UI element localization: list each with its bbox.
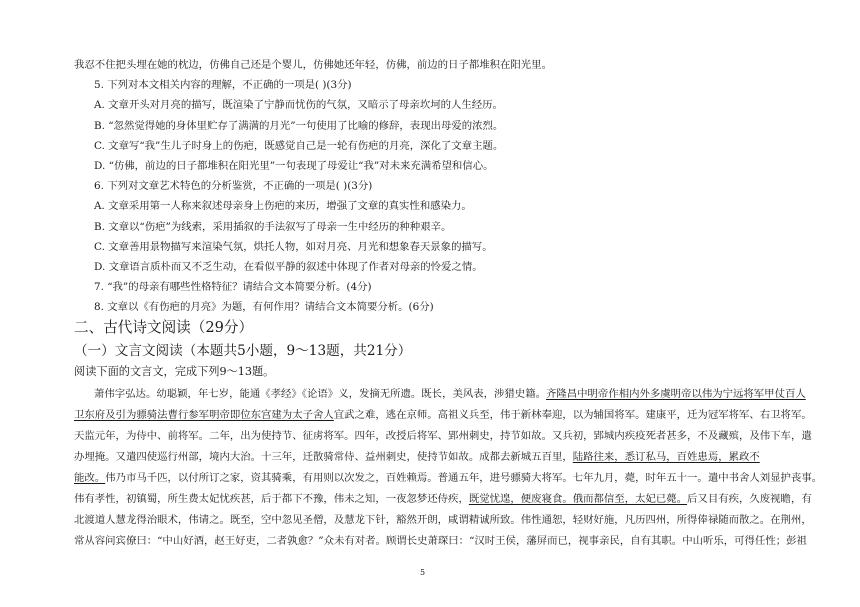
- passage-line: 能改。伟乃市马千匹，以付所订之家，资其骑乘，有用则以次发之，百姓赖焉。普通五年，进号骠骑大将军。七年九月，薨，时年五十一。遣中书舍人刘显护丧事。: [74, 472, 823, 484]
- underlined-sentence: 齐隆昌中明帝作相内外多虞明帝以伟为宁远将军甲仗百人: [545, 388, 806, 400]
- passage-line: 天监元年，为侍中、前将军。二年，出为使持节、征虏将军。四年，改授后将军、郢州刺史，持节如故。又兵初，郢城内疾疫死者甚多，不及藏殡，及伟下车，遣: [74, 430, 812, 442]
- underlined-sentence: 能改。: [74, 472, 106, 484]
- question-5-option-a: A. 文章开头对月亮的描写，既渲染了宁静而忧伤的气氛，又暗示了母亲坎坷的人生经历。: [94, 99, 503, 111]
- passage-line: 萧伟字弘达。幼聪颖，年七岁，能通《孝经》《论语》义，发摘无所遗。既长，美风表，涉猎史籍。齐隆昌中明帝作相内外多虞明帝以伟为宁远将军甲仗百人: [94, 388, 806, 400]
- question-8: 8. 文章以《有伤疤的月亮》为题，有何作用？请结合文本简要分析。(6分): [94, 301, 434, 313]
- question-7: 7. “我”的母亲有哪些性格特征？请结合文本简要分析。(4分): [94, 281, 372, 293]
- section-title: 二、古代诗文阅读（29分）: [74, 319, 254, 336]
- passage-line: 北渡道人慧龙得治眼术，伟请之。既至，空中忽见圣僧，及慧龙下针，豁然开朗，咸谓精诚所致。伟性通恕，轻财好施，凡历四州，所得俸禄随而散之。在荆州，: [74, 514, 812, 526]
- question-5: 5. 下列对本文相关内容的理解，不正确的一项是( )(3分): [94, 79, 352, 91]
- passage-line: 卫东府及引为骠骑法曹行参军明帝即位东宫建为太子舍人宜武之难，逃在京师。高祖义兵至，伟于新林奉迎，以为辅国将军。建康平，迁为冠军将军、右卫将军。: [74, 409, 812, 421]
- reading-instruction: 阅读下面的文言文，完成下列9～13题。: [74, 365, 275, 378]
- passage-line: 常从容问宾僚曰：“中山好酒，赵王好吏，二者孰愈？”众未有对者。顾谓长史萧琛曰：“汉时王侯，藩屏而已，视事亲民，自有其职。中山听乐，可得任性；彭祖: [74, 535, 807, 547]
- question-6-option-d: D. 文章语言质朴而又不乏生动，在看似平静的叙述中体现了作者对母亲的怜爱之情。: [94, 261, 483, 273]
- passage-line: 伟有孝性，初镇蜀，所生费太妃忧疾甚，后于都下不豫，伟未之知，一夜忽梦还侍疾，既觉忧遑，便废寝食。俄而都信至，太妃已薨。后又目有疾，久废视瞻，有: [74, 493, 812, 505]
- question-6-option-c: C. 文章善用景物描写来渲染气氛，烘托人物，如对月亮、月光和想象春天景象的描写。: [94, 241, 493, 253]
- underlined-sentence: 陆路往来，悉订私马，百姓患焉，累政不: [572, 451, 760, 463]
- question-6: 6. 下列对文章艺术特色的分析鉴赏，不正确的一项是( )(3分): [94, 180, 373, 192]
- question-5-option-d: D. “仿佛，前边的日子都堆积在阳光里”一句表现了母爱让“我”对未来充满希望和信心。: [94, 160, 494, 172]
- question-6-option-b: B. 文章以“伤疤”为线索，采用插叙的手法叙写了母亲一生中经历的种种艰辛。: [94, 221, 452, 233]
- passage-continuation-line: 我忍不住把头埋在她的枕边，仿佛自己还是个婴儿，仿佛她还年轻，仿佛，前边的日子都堆积在阳光里。: [74, 59, 552, 71]
- question-5-option-b: B. “忽然觉得她的身体里贮存了满满的月光”一句使用了比喻的修辞，表现出母爱的浓烈。: [94, 120, 504, 132]
- underlined-sentence: 卫东府及引为骠骑法曹行参军明帝即位东宫建为太子舍人: [74, 409, 334, 421]
- question-5-option-c: C. 文章写“我”生儿子时身上的伤疤，既感觉自己是一轮有伤疤的月亮，深化了文章主题。: [94, 140, 504, 152]
- subsection-title: （一）文言文阅读（本题共5小题，9～13题，共21分）: [74, 343, 412, 359]
- passage-line: 办埋掩。又遣四使巡行州部，境内大治。十三年，迁散骑常侍、益州刺史，使持节如故。成都去新城五百里，陆路往来，悉订私马，百姓患焉，累政不: [74, 451, 760, 463]
- question-6-option-a: A. 文章采用第一人称来叙述母亲身上伤疤的来历，增强了文章的真实性和感染力。: [94, 200, 472, 212]
- underlined-sentence: 既觉忧遑，便废寝食。俄而都信至，太妃已薨。: [468, 493, 688, 505]
- page-number: 5: [420, 568, 426, 577]
